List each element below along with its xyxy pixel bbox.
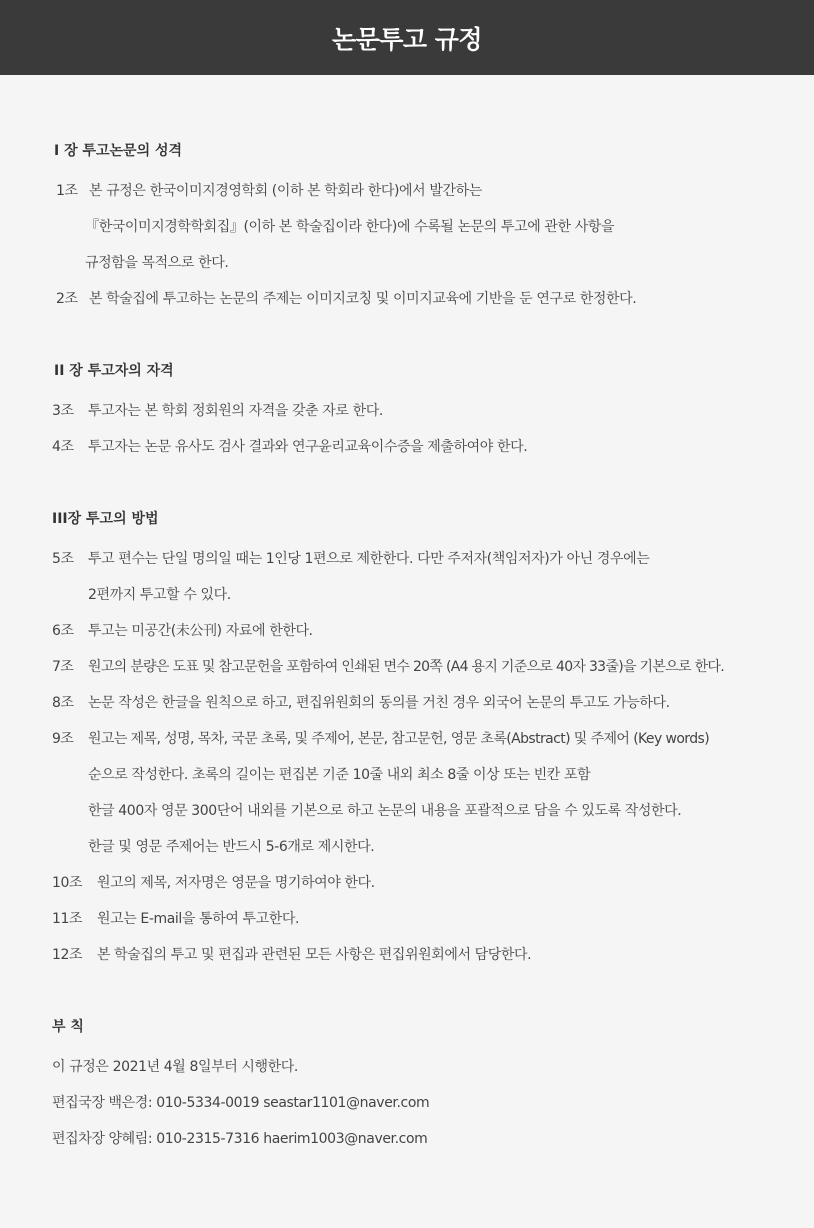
article-8 [52, 693, 670, 713]
article-5-line-2: 2편까지 투고할 수 있다. [88, 587, 231, 603]
article-text: 투고자는 본 학회 정회원의 자격을 갖춘 자로 한다. [88, 403, 383, 419]
article-9-line-3: 한글 400자 영문 300단어 내외를 기본으로 하고 논문의 내용을 포괄적으로 담을 수 있도록 작성한다. [88, 803, 682, 819]
article-number: 12조 [52, 947, 83, 963]
article-number: 3조 [52, 403, 74, 419]
page-header [0, 0, 814, 75]
article-text: 본 학술집의 투고 및 편집과 관련된 모든 사항은 편집위원회에서 담당한다. [97, 947, 532, 963]
article-number: 6조 [52, 623, 74, 639]
article-text: 원고는 제목, 성명, 목차, 국문 초록, 및 주제어, 본문, 참고문헌, 영문 초록(Abstract) 및 주제어 (Key words) [88, 731, 710, 747]
article-text: 투고는 미공간(未公刊) 자료에 한한다. [88, 623, 313, 639]
article-9 [52, 729, 709, 749]
article-4 [52, 437, 527, 457]
article-number: 9조 [52, 731, 74, 747]
appendix-deputy-editor: 편집차장 양혜림: 010-2315-7316 haerim1003@naver.com [52, 1131, 428, 1147]
appendix-title: 부 칙 [52, 1019, 84, 1035]
article-number: 4조 [52, 439, 74, 455]
article-number: 2조 [56, 291, 78, 307]
article-number: 8조 [52, 695, 74, 711]
article-9-line-4: 한글 및 영문 주제어는 반드시 5-6개로 제시한다. [88, 839, 375, 855]
article-6 [52, 621, 313, 641]
article-1 [56, 181, 482, 201]
article-text: 본 규정은 한국이미지경영학회 (이하 본 학회라 한다)에서 발간하는 [89, 183, 482, 199]
appendix-editor-in-chief: 편집국장 백은경: 010-5334-0019 seastar1101@naver.com [52, 1095, 430, 1111]
article-9-line-2: 순으로 작성한다. 초록의 길이는 편집본 기준 10줄 내외 최소 8줄 이상 또는 빈칸 포함 [88, 767, 591, 783]
article-text: 논문 작성은 한글을 원칙으로 하고, 편집위원회의 동의를 거친 경우 외국어 논문의 투고도 가능하다. [88, 695, 670, 711]
article-text: 원고의 제목, 저자명은 영문을 명기하여야 한다. [97, 875, 375, 891]
article-10 [52, 873, 375, 893]
page-title: 논문투고 규정 [331, 24, 483, 54]
article-text: 투고자는 논문 유사도 검사 결과와 연구윤리교육이수증을 제출하여야 한다. [88, 439, 528, 455]
article-7 [52, 657, 724, 677]
appendix-effective-date: 이 규정은 2021년 4월 8일부터 시행한다. [52, 1059, 298, 1075]
article-12 [52, 945, 531, 965]
article-text: 본 학술집에 투고하는 논문의 주제는 이미지코칭 및 이미지교육에 기반을 둔 연구로 한정한다. [89, 291, 637, 307]
chapter-2-title: II 장 투고자의 자격 [54, 363, 174, 379]
chapter-1-title: Ⅰ 장 투고논문의 성격 [54, 143, 183, 159]
article-1-line-2: 『한국이미지경학학회집』(이하 본 학술집이라 한다)에 수록될 논문의 투고에 관한 사항을 [85, 219, 615, 235]
article-number: 7조 [52, 659, 74, 675]
article-number: 1조 [56, 183, 78, 199]
article-number: 5조 [52, 551, 74, 567]
chapter-3-title: III장 투고의 방법 [52, 511, 159, 527]
article-number: 10조 [52, 875, 83, 891]
article-3 [52, 401, 383, 421]
article-text: 원고는 E-mail을 통하여 투고한다. [97, 911, 300, 927]
article-text: 투고 편수는 단일 명의일 때는 1인당 1편으로 제한한다. 다만 주저자(책임저자)가 아닌 경우에는 [88, 551, 650, 567]
article-1-line-3: 규정함을 목적으로 한다. [85, 255, 229, 271]
article-2 [56, 289, 636, 309]
article-number: 11조 [52, 911, 83, 927]
article-5 [52, 549, 649, 569]
article-11 [52, 909, 299, 929]
article-text: 원고의 분량은 도표 및 참고문헌을 포함하여 인쇄된 면수 20쪽 (A4 용지 기준으로 40자 33줄)을 기본으로 한다. [88, 659, 724, 675]
